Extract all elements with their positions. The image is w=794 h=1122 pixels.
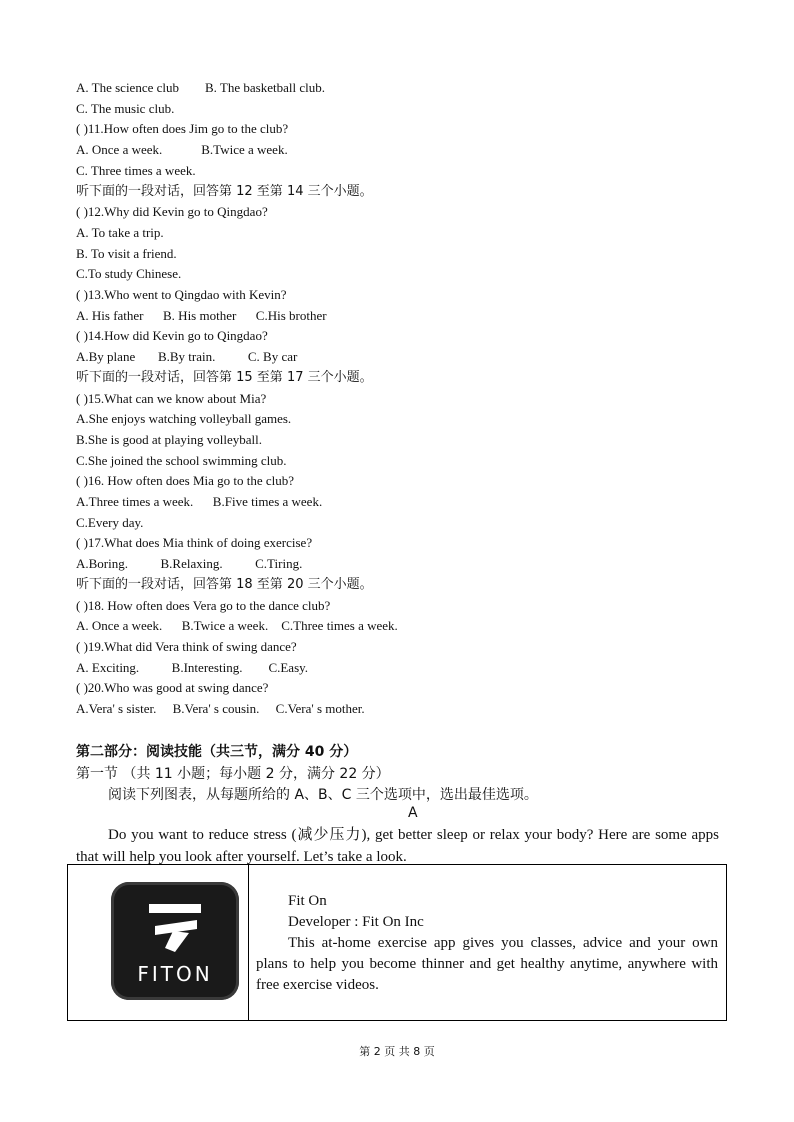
listening-line: C.She joined the school swimming club.	[76, 453, 287, 468]
listening-line: 听下面的一段对话，回答第 18 至第 20 三个小题。	[76, 577, 373, 592]
listening-line: A. Exciting. B.Interesting. C.Easy.	[76, 660, 309, 675]
listening-line: C.Every day.	[76, 515, 144, 530]
app-developer: Developer : Fit On Inc	[288, 914, 424, 930]
listening-line: C. The music club.	[76, 101, 175, 116]
app-name: Fit On	[288, 893, 327, 909]
section1-heading: 第一节 （共 11 小题；每小题 2 分，满分 22 分）	[76, 766, 390, 782]
logo-text: FITON	[137, 962, 213, 986]
table-divider	[248, 865, 249, 1020]
listening-line: ( )20.Who was good at swing dance?	[76, 680, 269, 695]
listening-line: A.Three times a week. B.Five times a week.	[76, 494, 323, 509]
listening-line: B.She is good at playing volleyball.	[76, 432, 262, 447]
listening-line: A. Once a week. B.Twice a week.	[76, 142, 288, 157]
listening-line: ( )15.What can we know about Mia?	[76, 391, 267, 406]
listening-line: ( )17.What does Mia think of doing exercise?	[76, 535, 313, 550]
page-footer: 第 2 页 共 8 页	[359, 1045, 435, 1058]
app-info	[256, 891, 718, 996]
listening-line: A. His father B. His mother C.His brother	[76, 308, 327, 323]
passage-label: A	[408, 805, 418, 821]
listening-line: A.By plane B.By train. C. By car	[76, 349, 298, 364]
listening-line: C.To study Chinese.	[76, 266, 182, 281]
passage-intro: Do you want to reduce stress (减少压力), get better sleep or relax your body? Here are some apps that will help you look after yourself. Let’s take a look.	[76, 827, 719, 865]
listening-line: ( )18. How often does Vera go to the dance club?	[76, 598, 331, 613]
listening-line: B. To visit a friend.	[76, 246, 177, 261]
listening-line: ( )11.How often does Jim go to the club?	[76, 121, 289, 136]
listening-line: ( )12.Why did Kevin go to Qingdao?	[76, 204, 268, 219]
listening-line: A.Vera' s sister. B.Vera' s cousin. C.Vera' s mother.	[76, 701, 365, 716]
listening-line: A.Boring. B.Relaxing. C.Tiring.	[76, 556, 303, 571]
part2-heading: 第二部分：阅读技能（共三节，满分 40 分）	[76, 744, 358, 760]
app-table	[67, 864, 727, 1021]
listening-line: A. To take a trip.	[76, 225, 164, 240]
listening-line: 听下面的一段对话，回答第 15 至第 17 三个小题。	[76, 370, 373, 385]
listening-line: A.She enjoys watching volleyball games.	[76, 411, 292, 426]
listening-line: C. Three times a week.	[76, 163, 196, 178]
listening-line: 听下面的一段对话，回答第 12 至第 14 三个小题。	[76, 184, 373, 199]
listening-line: ( )16. How often does Mia go to the club?	[76, 473, 295, 488]
reading-instruction: 阅读下列图表，从每题所给的 A、B、C 三个选项中，选出最佳选项。	[108, 787, 538, 803]
fiton-logo	[111, 882, 239, 1000]
listening-line: ( )19.What did Vera think of swing dance?	[76, 639, 297, 654]
app-description: This at-home exercise app gives you classes, advice and your own plans to help you become thinner and get healthy anytime, anywhere with free exercise videos.	[256, 935, 718, 993]
listening-line: ( )13.Who went to Qingdao with Kevin?	[76, 287, 287, 302]
listening-line: ( )14.How did Kevin go to Qingdao?	[76, 328, 268, 343]
listening-line: A. The science club B. The basketball club.	[76, 80, 325, 95]
listening-line: A. Once a week. B.Twice a week. C.Three times a week.	[76, 618, 398, 633]
